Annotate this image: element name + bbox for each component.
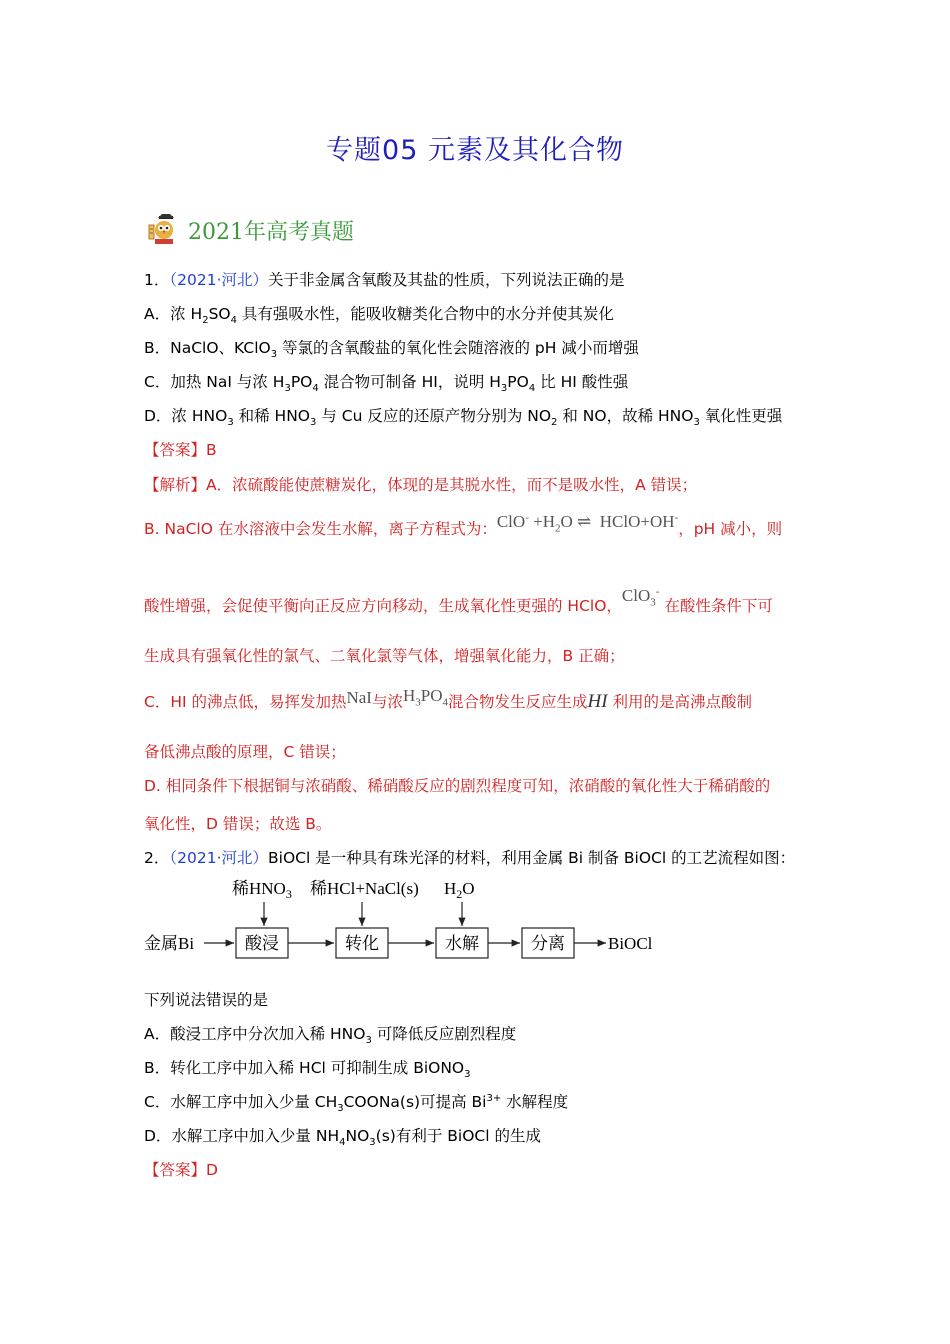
q2-source: （2021·河北） (169, 849, 268, 867)
flow-start: 金属Bi (144, 934, 195, 953)
analysis-label: 【解析】 (144, 476, 207, 494)
reagent-dilute-hno3: 稀$HNO_3$ (232, 879, 292, 901)
hydrolysis-equation: $ClO^- +H_2O$ ⇌ HClO+OH- (496, 511, 679, 535)
q1-analysis-c-line1: C．HI 的沸点低，易挥发加热NaI与浓$H_3PO_4$混合物发生反应生成HI 利用的是高沸点酸制 (144, 686, 753, 712)
q2-option-b: B．转化工序中加入稀 HCl 可抑制生成 BiONO$_3$ (144, 1059, 471, 1081)
q1-number: 1． (144, 271, 170, 289)
answer-label: 【答案】 (144, 1161, 207, 1179)
q1-analysis-b-line2: 酸性增强，会促使平衡向正反应方向移动，生成氧化性更强的 HClO，ClO$_3$- 在酸性条件下可 (144, 585, 773, 615)
page-title: 专题05 元素及其化合物 (326, 135, 624, 166)
q2-option-c: C．水解工序中加入少量 $CH_3COONa(s)$可提高 $Bi^{3+}$ 水解程度 (144, 1092, 569, 1115)
section-label: 2021年高考真题 (188, 220, 354, 245)
q2-stem-text: BiOCl 是一种具有珠光泽的材料，利用金属 Bi 制备 BiOCl 的工艺流程如图： (268, 849, 796, 867)
q1-source: （2021·河北） (169, 271, 268, 289)
q1-option-b: B．NaClO、KClO$_3$ 等氯的含氧酸盐的氧化性会随溶液的 pH 减小而增强 (144, 339, 639, 361)
flow-step-separate: 分离 (531, 934, 565, 953)
q1-analysis-b-line1: B. NaClO 在水溶液中会发生水解，离子方程式为：$ClO^- +H_2O$ ⇌ HClO+OH-，pH 减小，则 (144, 511, 783, 538)
q2-stem (144, 846, 795, 868)
flow-step-convert: 转化 (345, 934, 379, 953)
reagent-hcl-nacl: 稀HCl+NaCl(s) (310, 879, 419, 898)
q1-analysis-d-line2: 氧化性，D 错误；故选 B。 (144, 815, 332, 833)
flow-end: BiOCl (608, 934, 653, 953)
q1-stem (144, 268, 625, 290)
q2-answer (144, 1158, 218, 1180)
q1-option-d: D．浓 $HNO_3$ 和稀 $HNO_3$ 与 Cu 反应的还原产物分别为 $NO_2$ 和 NO，故稀 $HNO_3$ 氧化性更强 (144, 407, 783, 429)
q1-answer (144, 438, 217, 460)
answer-value: B (206, 441, 217, 459)
q2-option-a: A．酸浸工序中分次加入稀 $HNO_3$ 可降低反应剧烈程度 (144, 1025, 517, 1047)
q1-analysis-d-line1: D. 相同条件下根据铜与浓硝酸、稀硝酸反应的剧烈程度可知，浓硝酸的氧化性大于稀硝酸的 (144, 777, 771, 795)
reagent-water: $H_2O$ (444, 879, 475, 901)
flow-step-hydrolysis: 水解 (445, 934, 479, 953)
q2-option-d: D．水解工序中加入少量 $NH_4NO_3(s)$有利于 BiOCl 的生成 (144, 1127, 541, 1149)
owl-scholar-icon (146, 213, 180, 247)
answer-value: D (206, 1161, 218, 1179)
process-flow-diagram (144, 872, 684, 972)
q2-prompt: 下列说法错误的是 (144, 991, 269, 1009)
q1-analysis-a: 【解析】A．浓硫酸能使蔗糖炭化，体现的是其脱水性，而不是吸水性，A 错误； (144, 476, 698, 494)
q1-stem-text: 关于非金属含氧酸及其盐的性质，下列说法正确的是 (268, 271, 625, 289)
q2-number: 2． (144, 849, 170, 867)
q1-analysis-b-line3: 生成具有强氧化性的氯气、二氧化氯等气体，增强氧化能力，B 正确； (144, 647, 625, 665)
q1-option-c: C．加热 NaI 与浓 $H_3PO_4$ 混合物可制备 HI，说明 $H_3PO_4$ 比 HI 酸性强 (144, 373, 629, 395)
q1-analysis-c-line2: 备低沸点酸的原理，C 错误； (144, 743, 346, 761)
flow-step-acid-leach: 酸浸 (245, 934, 279, 953)
q1-option-a: A．浓 $H_2SO_4$ 具有强吸水性，能吸收糖类化合物中的水分并使其炭化 (144, 305, 614, 327)
answer-label: 【答案】 (144, 441, 207, 459)
